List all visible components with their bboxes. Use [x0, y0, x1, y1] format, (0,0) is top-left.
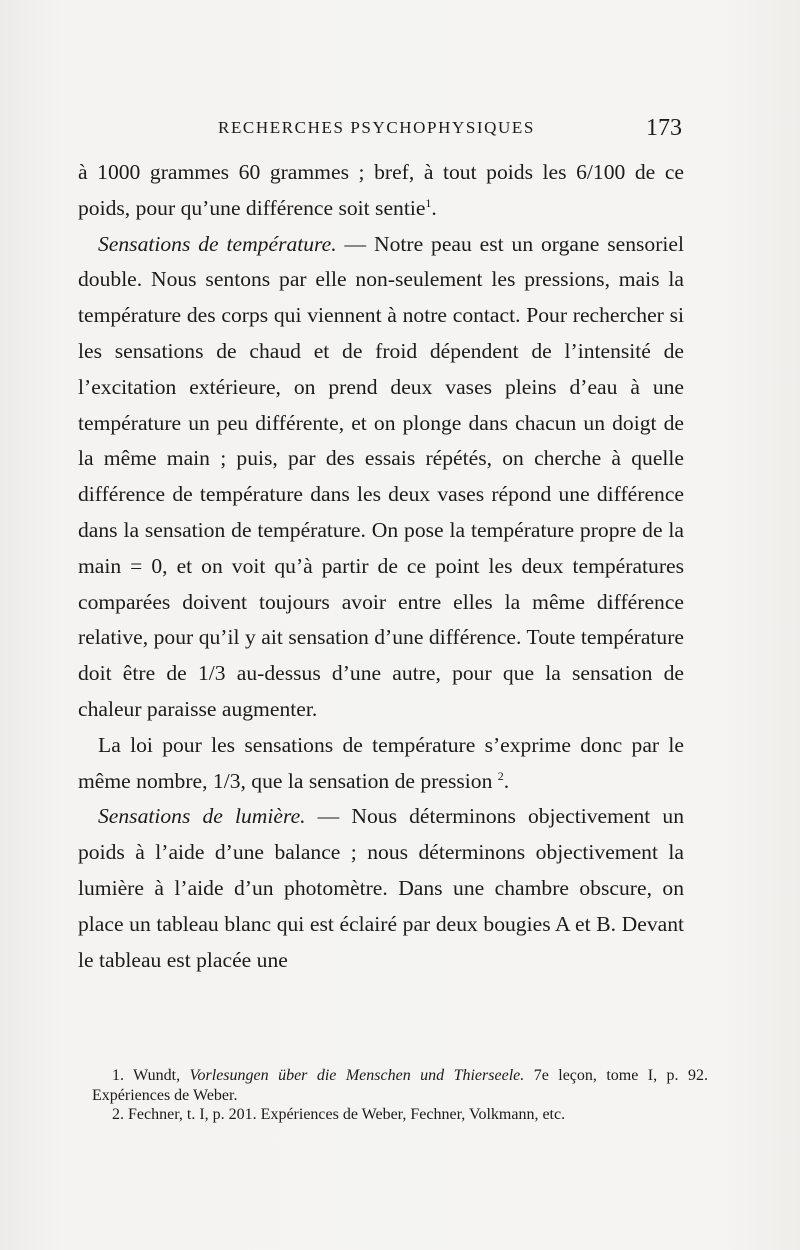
paragraph-temperature — [78, 227, 684, 728]
footnote-ref: 1 — [425, 195, 432, 210]
page-number: 173 — [646, 115, 682, 141]
paragraph-text: La loi pour les sensations de température s’exprime donc par le même nombre, 1/3, que la sensation de pression — [78, 732, 684, 793]
footnotes — [92, 1066, 708, 1125]
footnote-2: 2. Fechner, t. I, p. 201. Expériences de Weber, Fechner, Volkmann, etc. — [112, 1106, 566, 1123]
paragraph-pressure-end: à 1000 grammes 60 grammes ; bref, à tout poids les 6/100 de ce poids, pour qu’une différence soit sentie$^1$. — [78, 160, 684, 220]
section-heading: Sensations de lumière. — [98, 804, 306, 829]
footnote-book-title: Vorlesungen über die Menschen und Thierseele. — [189, 1067, 525, 1084]
running-title: RECHERCHES PSYCHOPHYSIQUES — [218, 118, 535, 137]
paragraph-text: à 1000 grammes 60 grammes ; bref, à tout poids les 6/100 de ce poids, pour qu’une différence soit sentie — [78, 160, 684, 220]
paragraph-light — [78, 799, 684, 978]
paragraph-text: — Notre peau est un organe sensoriel double. Nous sentons par elle non-seulement les pressions, mais la température des corps qui viennent à notre contact. Pour rechercher si les sensations de chaud et de froid dépendent de l’intensité de l’excitation extérieure, on prend deux vases pleins d’eau à une température un peu différente, et on plonge dans chacun un doigt de la même main ; puis, par des essais répétés, on cherche à quelle différence de température dans les deux vases répond une différence dans la sensation de température. On pose la température propre de la main = 0, et on voit qu’à partir de ce point les deux températures comparées doivent toujours avoir entre elles la même différence relative, pour qu’il y ait sensation d’une différence. Toute température doit être de 1/3 au-dessus d’une autre, pour que la sensation de chaleur paraisse augmenter. — [78, 231, 684, 721]
footnote-1: 1. Wundt, Vorlesungen über die Menschen und Thierseele. 7e leçon, tome I, p. 92. Expériences de Weber. — [92, 1067, 709, 1104]
section-heading: Sensations de température. — [98, 231, 337, 256]
paragraph-temperature-law: La loi pour les sensations de température s’exprime donc par le même nombre, 1/3, que la sensation de pression $^2$. — [78, 732, 684, 793]
main-text — [78, 155, 684, 978]
footnote-ref: 2 — [497, 768, 504, 783]
paragraph-text: — Nous déterminons objectivement un poids à l’aide d’une balance ; nous déterminons objectivement la lumière à l’aide d’un photomètre. Dans une chambre obscure, on place un tableau blanc qui est éclairé par deux bougies A et B. Devant le tableau est placée une — [78, 804, 684, 972]
page-header — [0, 115, 800, 148]
